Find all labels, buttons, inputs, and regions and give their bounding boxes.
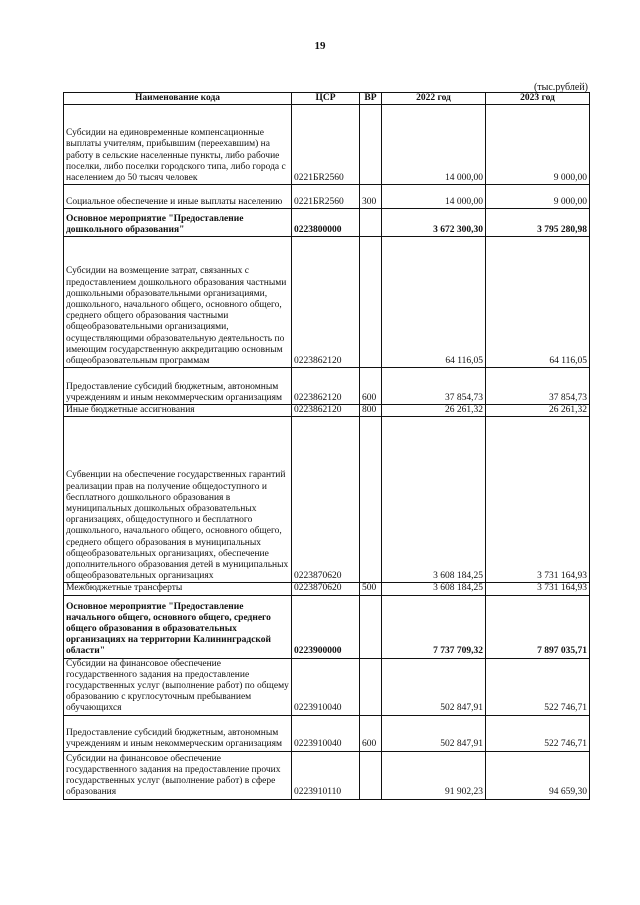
row-csr: 0223870620 [292,583,360,595]
row-csr: 0223870620 [292,417,360,583]
row-2023: 3 731 164,93 [486,417,590,583]
row-csr: 0223862120 [292,368,360,405]
row-vr [360,658,382,715]
table-row [64,583,590,595]
row-name: Субвенции на обеспечение государственных гарантий реализации прав на получение общедоступного и бесплатного дошкольного образования в муниципальных дошкольных образовательных организациях, общедоступного и бесплатного дошкольного, начального общего, основного общего, среднего общего образования в муниципальных общеобразовательных организациях, обеспечение дополнительного образования детей в муниципальных общеобразовательных организациях [64,417,292,583]
row-name: Субсидии на финансовое обеспечение государственного задания на предоставление прочих государственных услуг (выполнение работ) в сфере образования [64,751,292,799]
row-vr: 500 [360,583,382,595]
row-2023: 3 795 280,98 [486,209,590,237]
row-name: Субсидии на единовременные компенсационные выплаты учителям, прибывшим (переехавшим) на работу в сельские населенные пункты, либо рабочие поселки, либо поселки городского типа, либо города с населением до 50 тысяч человек [64,105,292,185]
row-csr: 0223900000 [292,595,360,658]
row-2023: 37 854,73 [486,368,590,405]
row-name: Предоставление субсидий бюджетным, автономным учреждениям и иным некоммерческим организациям [64,368,292,405]
row-2022: 14 000,00 [382,105,486,185]
header-csr: ЦСР [292,93,360,105]
row-csr: 0223910040 [292,715,360,751]
table-row [64,417,590,583]
row-name: Основное мероприятие "Предоставление начального общего, основного общего, среднего общего образования в образовательных организациях на территории Калининградской области" [64,595,292,658]
header-name: Наименование кода [64,93,292,105]
row-vr [360,105,382,185]
row-vr [360,595,382,658]
row-csr: 0221БR2560 [292,185,360,209]
table-row [64,751,590,799]
row-2022: 502 847,91 [382,715,486,751]
row-vr: 600 [360,715,382,751]
units-label: (тыс.рублей) [533,82,588,93]
row-2022: 3 672 300,30 [382,209,486,237]
row-csr: 0223862120 [292,237,360,368]
row-name: Субсидии на финансовое обеспечение государственного задания на предоставление государственных услуг (выполнение работ) по общему образованию с круглосуточным пребыванием обучающихся [64,658,292,715]
row-csr: 0223862120 [292,405,360,417]
row-2023: 26 261,32 [486,405,590,417]
row-csr: 0223910040 [292,658,360,715]
row-2022: 91 902,23 [382,751,486,799]
row-name: Субсидии на возмещение затрат, связанных с предоставлением дошкольного образования частными дошкольными образовательными организациями, дошкольного, начального общего, основного общего, среднего общего образования частными общеобразовательными организациями, осуществляющими образовательную деятельность по имеющим государственную аккредитацию основным общеобразовательным программам [64,237,292,368]
header-2023: 2023 год [486,93,590,105]
row-2023: 522 746,71 [486,715,590,751]
table-row [64,595,590,658]
budget-table [63,92,590,800]
row-vr: 800 [360,405,382,417]
row-vr [360,237,382,368]
table-row [64,237,590,368]
table-row [64,405,590,417]
table-row [64,658,590,715]
row-2022: 502 847,91 [382,658,486,715]
row-2022: 64 116,05 [382,237,486,368]
row-vr [360,417,382,583]
header-2022: 2022 год [382,93,486,105]
row-2023: 7 897 035,71 [486,595,590,658]
row-2023: 3 731 164,93 [486,583,590,595]
row-csr: 0223800000 [292,209,360,237]
row-name: Предоставление субсидий бюджетным, автономным учреждениям и иным некоммерческим организациям [64,715,292,751]
row-2022: 3 608 184,25 [382,417,486,583]
row-name: Основное мероприятие "Предоставление дошкольного образования" [64,209,292,237]
row-vr: 600 [360,368,382,405]
table-row [64,185,590,209]
row-2023: 9 000,00 [486,185,590,209]
table-row [64,368,590,405]
row-2022: 14 000,00 [382,185,486,209]
row-name: Межбюджетные трансферты [64,583,292,595]
table-header-row [64,93,590,105]
row-csr: 0223910110 [292,751,360,799]
row-2022: 3 608 184,25 [382,583,486,595]
row-2022: 37 854,73 [382,368,486,405]
row-2023: 94 659,30 [486,751,590,799]
row-vr: 300 [360,185,382,209]
row-csr: 0221БR2560 [292,105,360,185]
row-2023: 9 000,00 [486,105,590,185]
page-number: 19 [314,40,326,52]
row-name: Иные бюджетные ассигнования [64,405,292,417]
row-2022: 26 261,32 [382,405,486,417]
row-2023: 522 746,71 [486,658,590,715]
table-row [64,105,590,185]
table-row [64,715,590,751]
row-vr [360,751,382,799]
row-2022: 7 737 709,32 [382,595,486,658]
table-row [64,209,590,237]
row-2023: 64 116,05 [486,237,590,368]
header-vr: ВР [360,93,382,105]
row-vr [360,209,382,237]
row-name: Социальное обеспечение и иные выплаты населению [64,185,292,209]
